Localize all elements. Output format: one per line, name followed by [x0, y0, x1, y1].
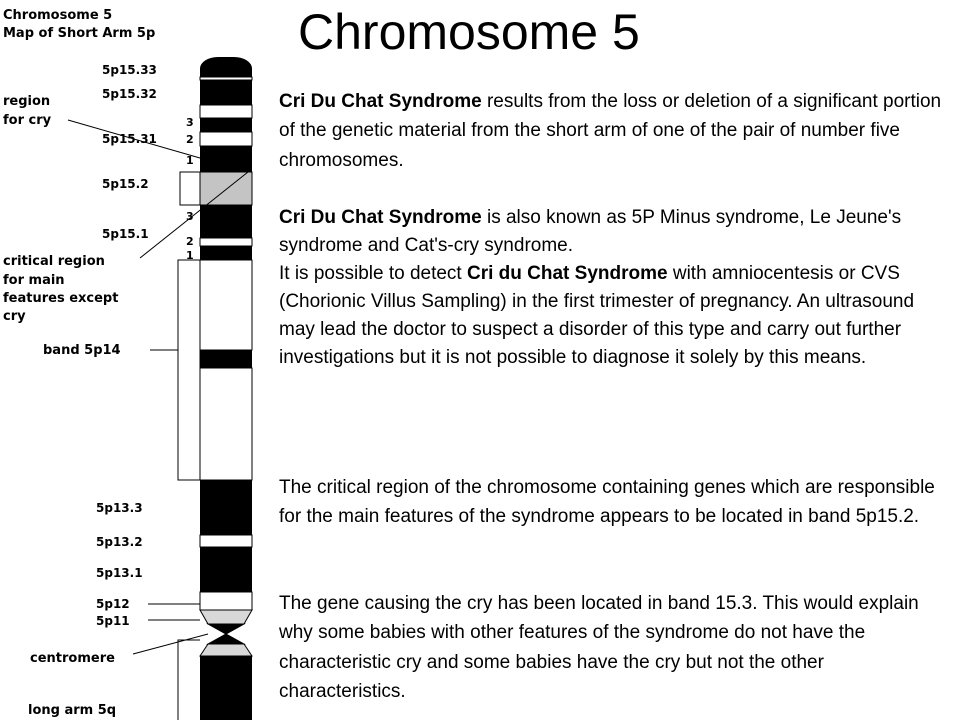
subband-number: 1: [186, 154, 194, 167]
critical-region-label-3: features except: [3, 291, 119, 306]
long-arm-label: long arm 5q: [28, 703, 117, 718]
paragraph-definition: [279, 87, 955, 175]
paragraph-text: with amniocentesis or CVS (Chorionic Villus Sampling) in the first trimester of pregnancy. An ultrasound may lead the doctor to suspect a disorder of this type and carry out further investigations but it is not possible to diagnose it solely by this means.: [279, 263, 915, 368]
diagram-heading-line-1: Chromosome 5: [3, 8, 113, 23]
label-5p13-3: 5p13.3: [96, 501, 143, 515]
paragraph-aliases-detection: [279, 204, 955, 372]
paragraph-text: It is possible to detect: [279, 263, 467, 284]
subband-number: 3: [186, 210, 194, 223]
long-arm-bracket: [178, 640, 200, 720]
label-5p12: 5p12: [96, 597, 130, 611]
paragraph-text: is also known as 5P Minus syndrome, Le Jeune's syndrome and Cat's-cry syndrome.: [279, 207, 902, 256]
label-5p15-33: 5p15.33: [102, 63, 157, 77]
label-5p11: 5p11: [96, 614, 130, 628]
chromosome-long-arm: [200, 644, 252, 720]
label-5p15-32: 5p15.32: [102, 87, 157, 101]
page-title: Chromosome 5: [298, 4, 640, 60]
region-for-cry-label-1: region: [3, 94, 51, 109]
centromere-shape: [208, 624, 244, 644]
paragraph-text: results from the loss or deletion of a significant portion of the genetic material from the short arm of one of the pair of number five chromosomes.: [279, 91, 942, 171]
label-5p13-2: 5p13.2: [96, 535, 143, 549]
chromosome-short-arm: [200, 57, 252, 624]
critical-region-label-2: for main: [3, 273, 65, 288]
centromere-label: centromere: [30, 651, 115, 666]
label-5p15-2: 5p15.2: [102, 177, 149, 191]
band-5p15-2-highlight: [200, 172, 252, 205]
subband-number: 2: [186, 133, 194, 146]
diagram-heading-line-2: Map of Short Arm 5p: [3, 26, 156, 41]
label-5p15-1: 5p15.1: [102, 227, 149, 241]
subband-number: 2: [186, 235, 194, 248]
syndrome-name-bold: Cri du Chat Syndrome: [467, 263, 668, 284]
region-for-cry-bracket: [180, 172, 200, 205]
label-5p15-31: 5p15.31: [102, 132, 157, 146]
region-for-cry-label-2: for cry: [3, 113, 52, 128]
chromosome-5-diagram: [0, 0, 280, 720]
syndrome-name-bold: Cri Du Chat Syndrome: [279, 91, 482, 112]
critical-region-label-4: cry: [3, 309, 26, 324]
label-5p13-1: 5p13.1: [96, 566, 143, 580]
syndrome-name-bold: Cri Du Chat Syndrome: [279, 207, 482, 228]
paragraph-critical-region: The critical region of the chromosome containing genes which are responsible for the main features of the syndrome appears to be located in band 5p15.2.: [279, 477, 935, 528]
paragraph-cry-gene: The gene causing the cry has been located in band 15.3. This would explain why some babies with other features of the syndrome do not have the characteristic cry and some babies have the cry but not the other characteristics.: [279, 593, 919, 702]
subband-number: 1: [186, 249, 194, 262]
subband-number: 3: [186, 116, 194, 129]
critical-region-label-1: critical region: [3, 254, 105, 269]
band-5p14-bracket: [178, 260, 200, 480]
band-5p14-label: band 5p14: [43, 343, 121, 358]
